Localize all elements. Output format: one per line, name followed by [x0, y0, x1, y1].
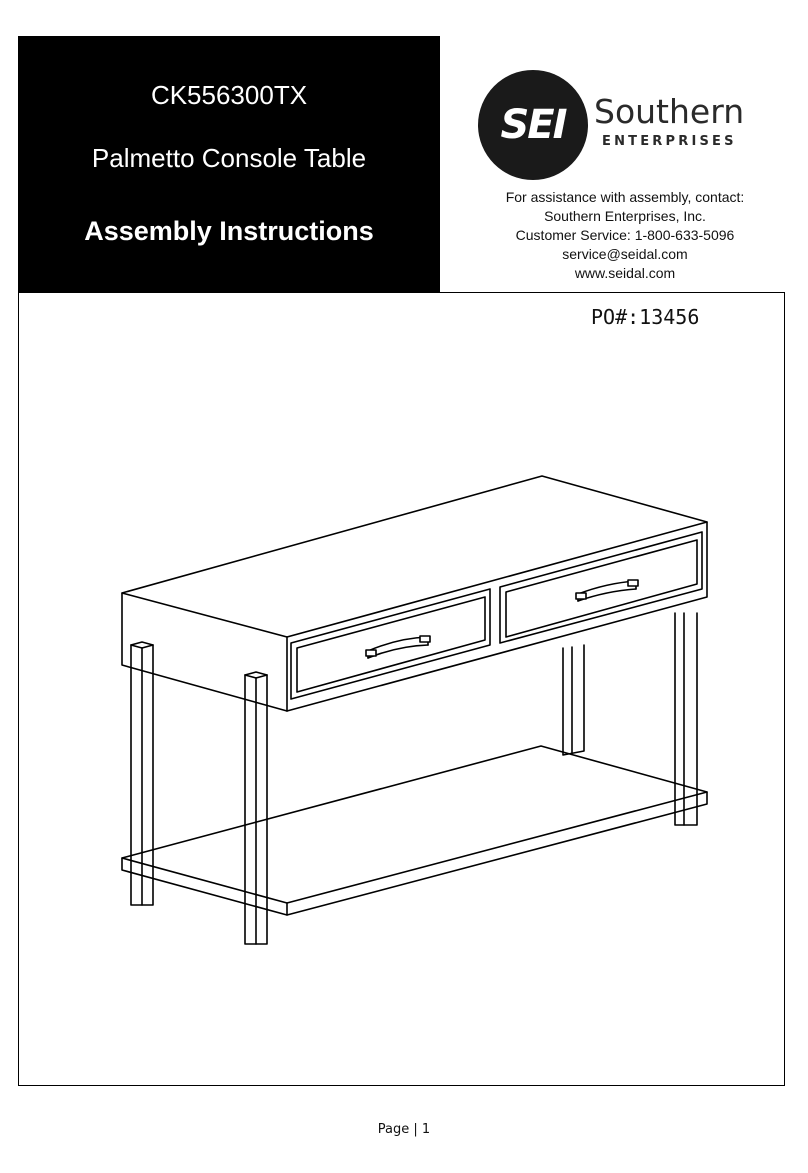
contact-email: service@seidal.com [562, 246, 688, 262]
logo-subtitle: ENTERPRISES [602, 134, 737, 149]
contact-website: www.seidal.com [574, 265, 676, 281]
contact-phone: Customer Service: 1-800-633-5096 [515, 227, 735, 243]
drawer-handle-right-icon [576, 580, 638, 601]
logo-name: Southern [594, 92, 745, 131]
back-right-leg [675, 613, 697, 825]
back-middle-leg [563, 645, 584, 755]
logo-mark: SEI [500, 102, 566, 148]
page-number: Page | 1 [377, 1122, 431, 1137]
product-name: Palmetto Console Table [91, 143, 367, 173]
front-right-leg [245, 672, 267, 944]
contact-line-intro: For assistance with assembly, contact: [505, 189, 745, 205]
bottom-shelf [122, 746, 707, 915]
table-top [122, 476, 707, 711]
model-number: CK556300TX [150, 80, 308, 110]
po-number: PO#:13456 [591, 305, 700, 329]
contact-company: Southern Enterprises, Inc. [544, 208, 706, 224]
document-title: Assembly Instructions [84, 216, 374, 246]
drawer-handle-left-icon [366, 636, 430, 658]
